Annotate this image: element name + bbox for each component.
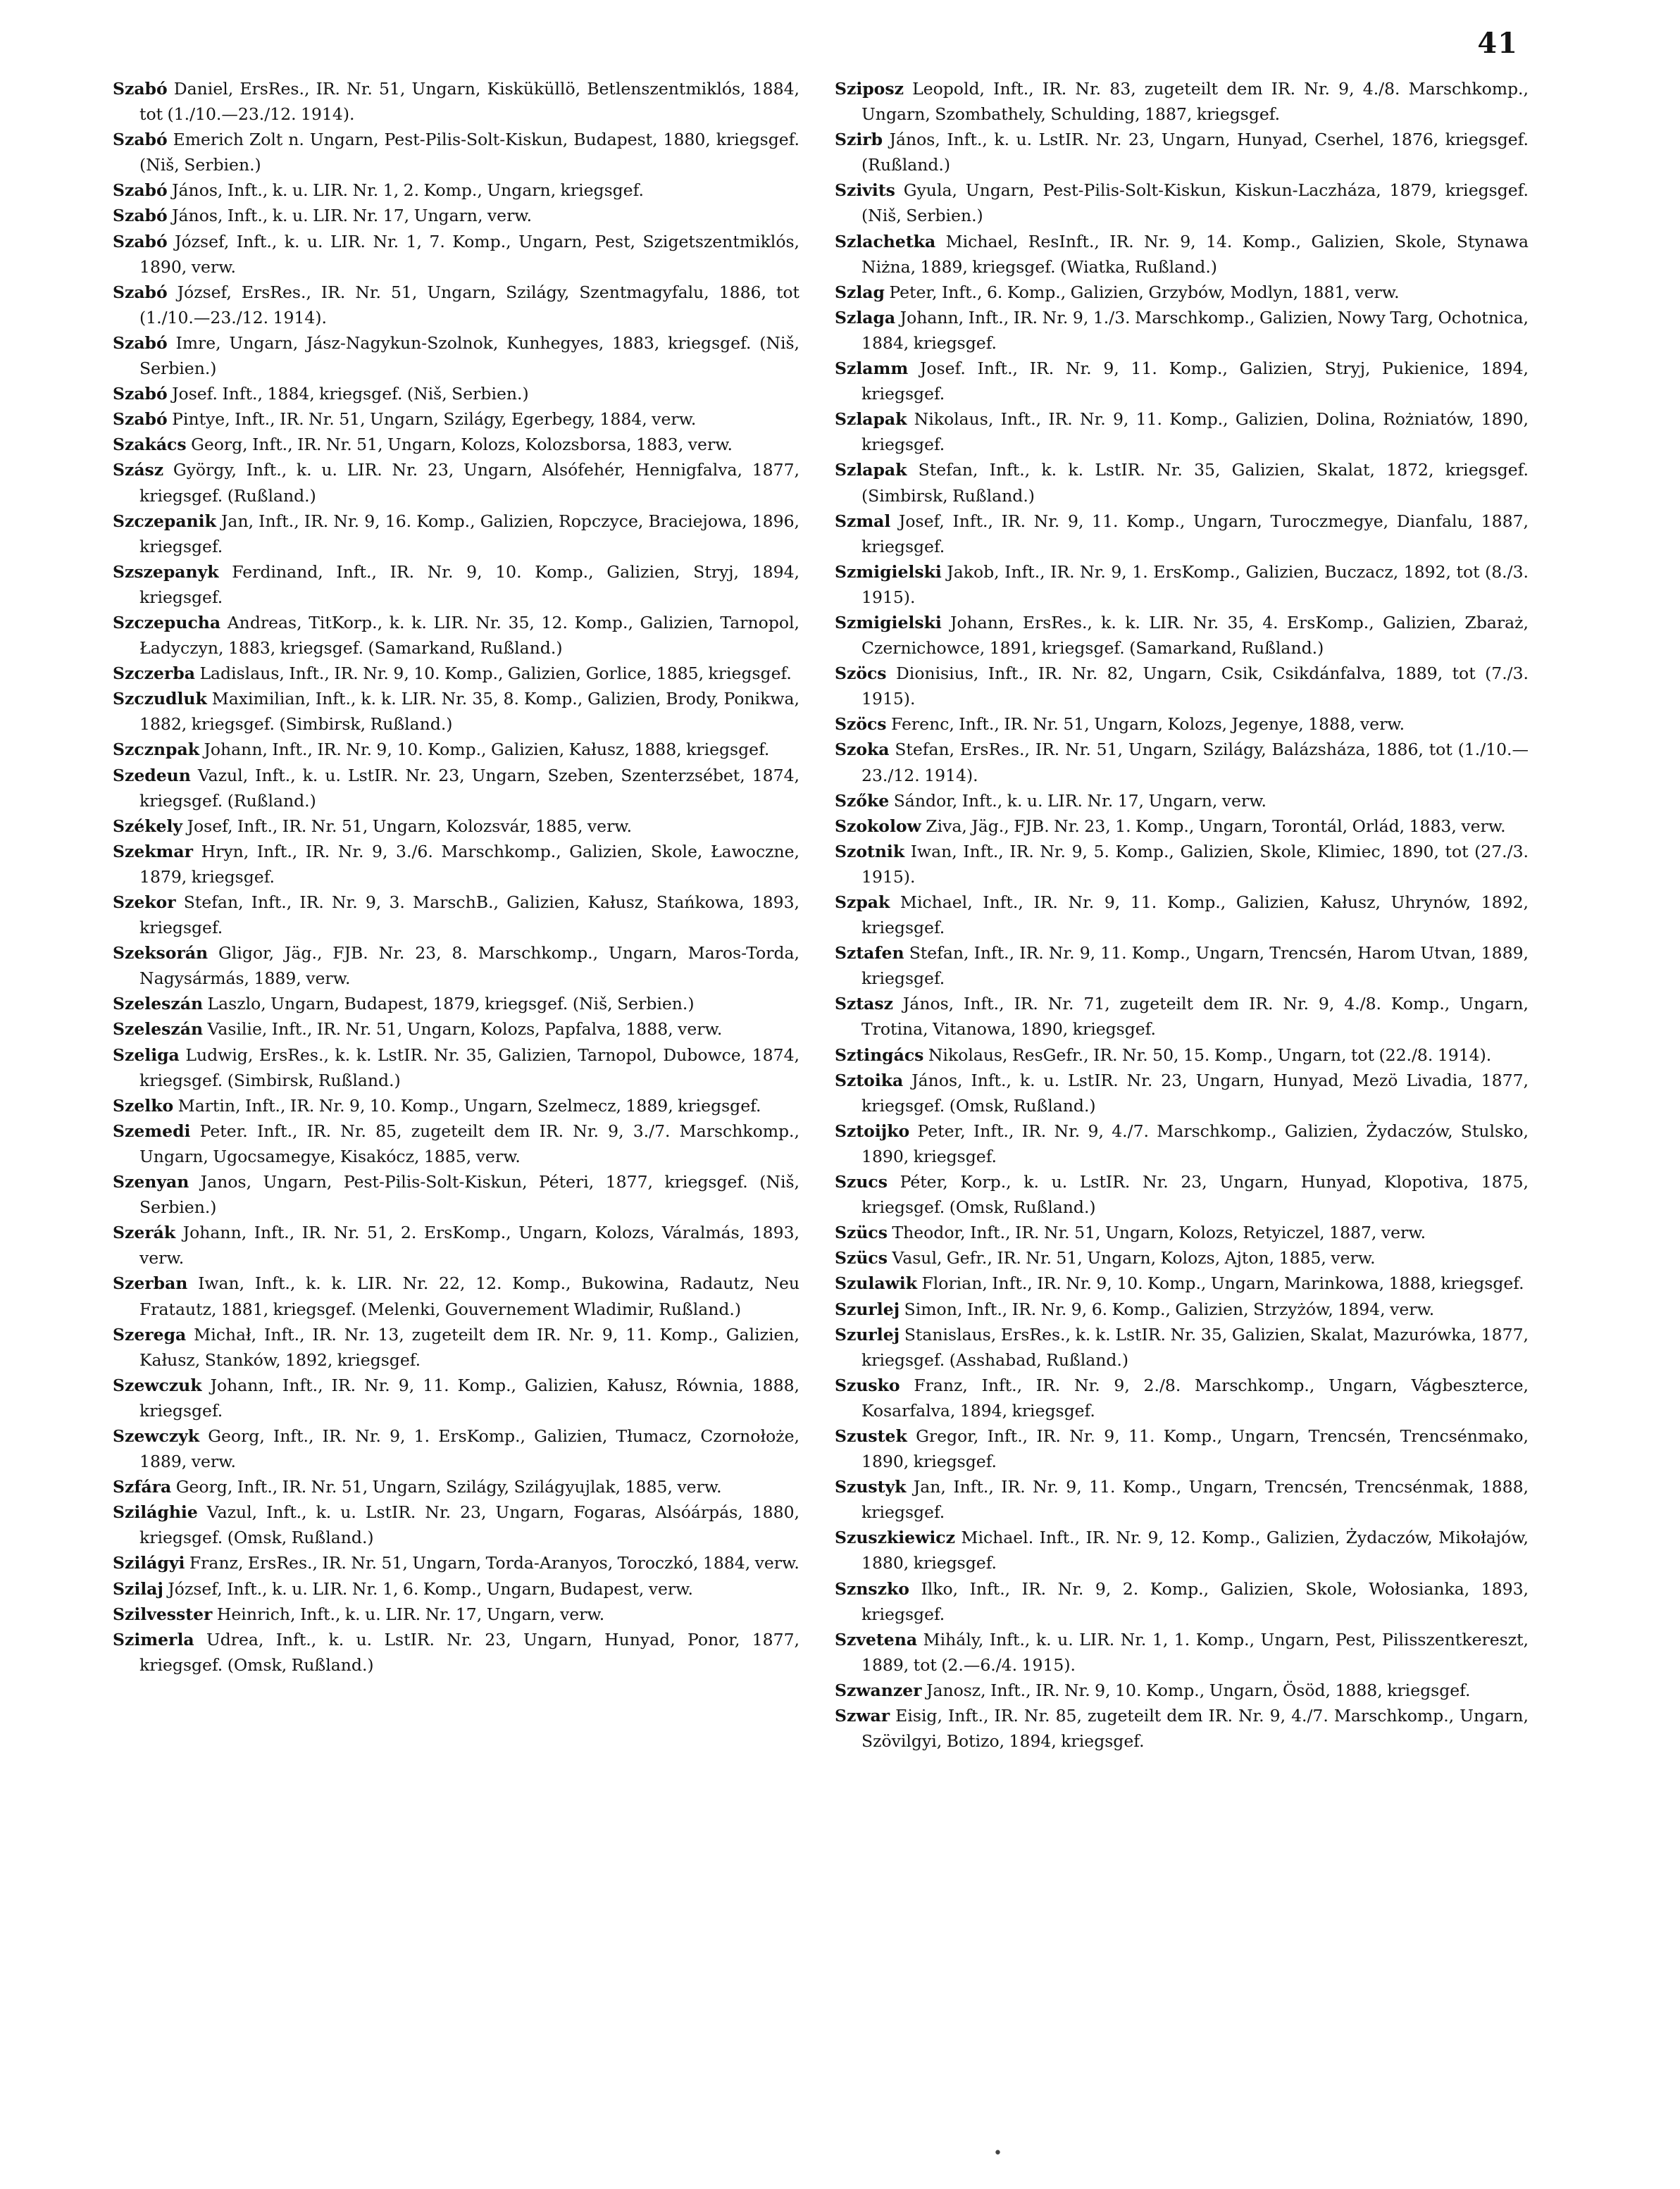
entry-surname: Sznszko	[835, 1578, 909, 1599]
list-entry	[113, 610, 799, 661]
page-number: 41	[1477, 27, 1518, 60]
entry-details: Jakob, Inft., IR. Nr. 9, 1. ErsKomp., Galizien, Buczacz, 1892, tot (8./3. 1915).	[861, 561, 1529, 607]
entry-details: Peter, Inft., IR. Nr. 9, 4./7. Marschkomp., Galizien, Żydaczów, Stulsko, 1890, kriegsgef.	[861, 1121, 1529, 1166]
list-entry	[835, 1220, 1529, 1245]
entry-surname: Szekmar	[113, 841, 194, 861]
entry-surname: Székely	[113, 816, 183, 836]
entry-surname: Sziposz	[835, 79, 904, 99]
footer-mark: •	[993, 2145, 1002, 2162]
entry-details: János, Inft., k. u. LstIR. Nr. 23, Ungarn, Hunyad, Mezö Livadia, 1877, kriegsgef. (Omsk, Rußland.)	[861, 1070, 1529, 1116]
entry-surname: Szücs	[835, 1223, 888, 1243]
entry-details: Stefan, Inft., IR. Nr. 9, 11. Komp., Ungarn, Trencsén, Harom Utvan, 1889, kriegsgef.	[861, 943, 1529, 989]
entry-surname: Szimerla	[113, 1629, 194, 1649]
entry-surname: Szöcs	[835, 663, 887, 684]
list-entry	[113, 127, 799, 177]
entry-surname: Szilaj	[113, 1578, 163, 1599]
entry-details: Michael, ResInft., IR. Nr. 9, 14. Komp., Galizien, Skole, Stynawa Niżna, 1889, kriegsgef. (Wiatka, Rußland.)	[861, 231, 1529, 277]
list-entry	[835, 1169, 1529, 1220]
list-entry	[113, 1602, 799, 1627]
entry-surname: Sztingács	[835, 1044, 924, 1065]
list-entry	[835, 1703, 1529, 1754]
list-entry	[835, 1042, 1529, 1068]
entry-surname: Szotnik	[835, 841, 905, 861]
entry-details: Ludwig, ErsRes., k. k. LstIR. Nr. 35, Galizien, Tarnopol, Dubowce, 1874, kriegsgef. (Simbirsk, Rußland.)	[139, 1044, 799, 1090]
entry-surname: Sztafen	[835, 943, 904, 963]
entry-details: Stefan, ErsRes., IR. Nr. 51, Ungarn, Szilágy, Balázsháza, 1886, tot (1./10.—23./12. 1914).	[861, 740, 1529, 785]
entry-details: Ferenc, Inft., IR. Nr. 51, Ungarn, Kolozs, Jegenye, 1888, verw.	[886, 714, 1405, 735]
entry-details: János, Inft., k. u. LIR. Nr. 1, 2. Komp., Ungarn, kriegsgef.	[167, 180, 644, 201]
entry-details: Pintye, Inft., IR. Nr. 51, Ungarn, Szilágy, Egerbegy, 1884, verw.	[167, 409, 697, 430]
entry-details: Stefan, Inft., IR. Nr. 9, 3. MarschB., Galizien, Kałusz, Stańkowa, 1893, kriegsgef.	[139, 892, 799, 938]
entry-details: Georg, Inft., IR. Nr. 51, Ungarn, Kolozs, Kolozsborsa, 1883, verw.	[186, 435, 733, 455]
entry-details: Stefan, Inft., k. k. LstIR. Nr. 35, Galizien, Skalat, 1872, kriegsgef. (Simbirsk, Rußland.)	[861, 460, 1529, 506]
entry-details: Josef. Inft., IR. Nr. 9, 11. Komp., Galizien, Stryj, Pukienice, 1894, kriegsgef.	[861, 358, 1529, 404]
list-entry	[835, 661, 1529, 711]
entry-details: Vasul, Gefr., IR. Nr. 51, Ungarn, Kolozs, Ajton, 1885, verw.	[887, 1248, 1376, 1268]
entry-surname: Szulawik	[835, 1273, 917, 1294]
list-entry	[835, 940, 1529, 991]
entry-surname: Szlapak	[835, 409, 907, 430]
entry-details: Nikolaus, ResGefr., IR. Nr. 50, 15. Komp., Ungarn, tot (22./8. 1914).	[923, 1044, 1492, 1065]
list-entry	[113, 1016, 799, 1042]
entry-details: Jan, Inft., IR. Nr. 9, 16. Komp., Galizien, Ropczyce, Braciejowa, 1896, kriegsgef.	[139, 511, 799, 556]
entry-details: Josef, Inft., IR. Nr. 9, 11. Komp., Ungarn, Turoczmegye, Dianfalu, 1887, kriegsgef.	[861, 511, 1529, 556]
list-entry	[113, 1373, 799, 1423]
entry-details: Johann, Inft., IR. Nr. 51, 2. ErsKomp., Ungarn, Kolozs, Váralmás, 1893, verw.	[139, 1223, 799, 1268]
list-entry	[835, 711, 1529, 737]
entry-surname: Szczerba	[113, 663, 195, 684]
list-entry	[835, 991, 1529, 1042]
entry-details: Andreas, TitKorp., k. k. LIR. Nr. 35, 12. Komp., Galizien, Tarnopol, Ładyczyn, 1883, kriegsgef. (Samarkand, Rußland.)	[139, 612, 799, 659]
entry-details: Laszlo, Ungarn, Budapest, 1879, kriegsgef. (Niš, Serbien.)	[203, 994, 695, 1014]
list-entry	[113, 1118, 799, 1169]
list-entry	[835, 509, 1529, 559]
entry-surname: Szurlej	[835, 1324, 900, 1345]
list-entry	[113, 177, 799, 203]
list-entry	[835, 1525, 1529, 1576]
entry-details: Udrea, Inft., k. u. LstIR. Nr. 23, Ungarn, Hunyad, Ponor, 1877, kriegsgef. (Omsk, Rußland.)	[139, 1629, 799, 1675]
entry-surname: Szöcs	[835, 714, 887, 735]
entry-details: Ilko, Inft., IR. Nr. 9, 2. Komp., Galizien, Skole, Wołosianka, 1893, kriegsgef.	[861, 1578, 1529, 1624]
list-entry	[835, 1068, 1529, 1118]
entry-details: János, Inft., k. u. LIR. Nr. 17, Ungarn, verw.	[167, 206, 533, 226]
entry-surname: Szlag	[835, 282, 885, 302]
list-entry	[835, 76, 1529, 127]
list-entry	[113, 890, 799, 940]
list-entry	[113, 991, 799, 1016]
entry-details: Stanislaus, ErsRes., k. k. LstIR. Nr. 35, Galizien, Skalat, Mazurówka, 1877, kriegsgef. (Asshabad, Rußland.)	[861, 1324, 1529, 1370]
entry-details: Janosz, Inft., IR. Nr. 9, 10. Komp., Ungarn, Ösöd, 1888, kriegsgef.	[921, 1680, 1471, 1700]
list-entry	[113, 686, 799, 737]
entry-surname: Szabó	[113, 79, 168, 99]
entry-surname: Szabó	[113, 409, 168, 430]
entry-details: Ferdinand, Inft., IR. Nr. 9, 10. Komp., Galizien, Stryj, 1894, kriegsgef.	[139, 561, 799, 607]
entry-surname: Szczepucha	[113, 612, 221, 632]
entry-details: Vazul, Inft., k. u. LstIR. Nr. 23, Ungarn, Szeben, Szenterzsébet, 1874, kriegsgef. (Rußland.)	[139, 765, 799, 811]
entry-details: Franz, Inft., IR. Nr. 9, 2./8. Marschkomp., Ungarn, Vágbeszterce, Kosarfalva, 1894, kriegsgef.	[861, 1375, 1529, 1421]
entry-surname: Szlaga	[835, 307, 896, 328]
list-entry	[113, 1271, 799, 1321]
list-entry	[835, 1474, 1529, 1525]
list-entry	[113, 509, 799, 559]
list-entry	[835, 1297, 1529, 1322]
entry-details: Sándor, Inft., k. u. LIR. Nr. 17, Ungarn, verw.	[889, 790, 1267, 811]
list-entry	[113, 1322, 799, 1373]
list-entry	[113, 76, 799, 127]
list-entry	[113, 1550, 799, 1576]
entry-details: József, ErsRes., IR. Nr. 51, Ungarn, Szilágy, Szentmagyfalu, 1886, tot (1./10.—23./12. 1914).	[139, 282, 799, 328]
entry-surname: Szvetena	[835, 1629, 918, 1649]
list-entry	[113, 406, 799, 432]
entry-details: Gligor, Jäg., FJB. Nr. 23, 8. Marschkomp., Ungarn, Maros-Torda, Nagysármás, 1889, verw.	[139, 943, 799, 989]
list-entry	[113, 1423, 799, 1474]
entry-details: Michał, Inft., IR. Nr. 13, zugeteilt dem IR. Nr. 9, 11. Komp., Galizien, Kałusz, Stanków, 1892, kriegsgef.	[139, 1324, 799, 1370]
list-entry	[835, 356, 1529, 406]
entry-surname: Szabó	[113, 231, 168, 251]
entry-surname: Szerák	[113, 1223, 176, 1243]
entry-surname: Szuszkiewicz	[835, 1528, 955, 1548]
entry-surname: Szlapak	[835, 460, 907, 480]
entry-surname: Szewczuk	[113, 1375, 202, 1395]
entry-details: Johann, Inft., IR. Nr. 9, 11. Komp., Galizien, Kałusz, Równia, 1888, kriegsgef.	[139, 1375, 799, 1421]
entry-surname: Szabó	[113, 130, 168, 150]
entry-surname: Szmal	[835, 511, 891, 531]
list-entry	[113, 229, 799, 280]
list-entry	[835, 1118, 1529, 1169]
entry-surname: Szpak	[835, 892, 890, 912]
entry-details: Martin, Inft., IR. Nr. 9, 10. Komp., Ungarn, Szelmecz, 1889, kriegsgef.	[173, 1095, 761, 1116]
list-entry	[835, 1678, 1529, 1703]
list-entry	[835, 1627, 1529, 1678]
entry-details: Gyula, Ungarn, Pest-Pilis-Solt-Kiskun, Kiskun-Laczháza, 1879, kriegsgef. (Niš, Serbien.)	[861, 180, 1529, 226]
entry-details: Georg, Inft., IR. Nr. 51, Ungarn, Szilágy, Szilágyujlak, 1885, verw.	[171, 1477, 722, 1497]
list-entry	[113, 1474, 799, 1499]
list-entry	[835, 1576, 1529, 1627]
list-entry	[835, 1322, 1529, 1373]
entry-surname: Szszepanyk	[113, 561, 219, 582]
entry-surname: Sztoika	[835, 1070, 904, 1090]
entry-surname: Szmigielski	[835, 612, 942, 632]
list-entry	[835, 127, 1529, 177]
entry-details: Michael. Inft., IR. Nr. 9, 12. Komp., Galizien, Żydaczów, Mikołajów, 1880, kriegsgef.	[861, 1528, 1529, 1573]
entry-details: Peter. Inft., IR. Nr. 85, zugeteilt dem IR. Nr. 9, 3./7. Marschkomp., Ungarn, Ugocsamegye, Kisakócz, 1885, verw.	[139, 1121, 799, 1166]
list-entry	[835, 839, 1529, 890]
entry-details: Johann, ErsRes., k. k. LIR. Nr. 35, 4. ErsKomp., Galizien, Zbaraż, Czernichowce, 1891, kriegsgef. (Samarkand, Rußland.)	[861, 612, 1529, 659]
entry-details: Péter, Korp., k. u. LstIR. Nr. 23, Ungarn, Hunyad, Klopotiva, 1875, kriegsgef. (Omsk, Rußland.)	[861, 1172, 1529, 1218]
entry-surname: Szeleszán	[113, 994, 204, 1014]
entry-details: Maximilian, Inft., k. k. LIR. Nr. 35, 8. Komp., Galizien, Brody, Ponikwa, 1882, kriegsgef. (Simbirsk, Rußland.)	[139, 689, 799, 735]
list-entry	[113, 940, 799, 991]
list-entry	[835, 457, 1529, 508]
entry-details: János, Inft., k. u. LstIR. Nr. 23, Ungarn, Hunyad, Cserhel, 1876, kriegsgef. (Rußland.)	[861, 130, 1529, 175]
list-entry	[113, 1576, 799, 1602]
entry-surname: Szokolow	[835, 816, 921, 836]
list-entry	[835, 177, 1529, 228]
list-entry	[113, 381, 799, 406]
entry-surname: Szelko	[113, 1095, 174, 1116]
entry-surname: Szczepanik	[113, 511, 216, 531]
entry-details: Johann, Inft., IR. Nr. 9, 10. Komp., Galizien, Kałusz, 1888, kriegsgef.	[199, 740, 770, 760]
entry-surname: Szusko	[835, 1375, 900, 1395]
list-entry	[835, 890, 1529, 940]
list-entry	[835, 229, 1529, 280]
entry-surname: Szwar	[835, 1706, 890, 1726]
entry-details: Mihály, Inft., k. u. LIR. Nr. 1, 1. Komp., Ungarn, Pest, Pilisszentkereszt, 1889, tot (2.—6./4. 1915).	[861, 1629, 1529, 1675]
list-entry	[113, 1093, 799, 1118]
entry-details: Gregor, Inft., IR. Nr. 9, 11. Komp., Ungarn, Trencsén, Trencsénmako, 1890, kriegsgef.	[861, 1426, 1529, 1472]
entry-surname: Szemedi	[113, 1121, 191, 1141]
entry-details: Vazul, Inft., k. u. LstIR. Nr. 23, Ungarn, Fogaras, Alsóárpás, 1880, kriegsgef. (Omsk, Rußland.)	[139, 1502, 799, 1548]
entry-surname: Szász	[113, 460, 164, 480]
entry-details: Ziva, Jäg., FJB. Nr. 23, 1. Komp., Ungarn, Torontál, Orlád, 1883, verw.	[921, 816, 1506, 836]
entry-surname: Sztasz	[835, 994, 893, 1014]
entry-surname: Szilághie	[113, 1502, 198, 1523]
list-entry	[113, 1499, 799, 1550]
entry-surname: Szewczyk	[113, 1426, 200, 1446]
entry-surname: Szerban	[113, 1273, 188, 1294]
entry-surname: Szfára	[113, 1477, 172, 1497]
left-column	[113, 76, 799, 1678]
entry-surname: Szedeun	[113, 765, 191, 785]
list-entry	[835, 1373, 1529, 1423]
entry-details: Janos, Ungarn, Pest-Pilis-Solt-Kiskun, Péteri, 1877, kriegsgef. (Niš, Serbien.)	[139, 1172, 799, 1218]
entry-details: Theodor, Inft., IR. Nr. 51, Ungarn, Kolozs, Retyiczel, 1887, verw.	[887, 1223, 1426, 1243]
list-entry	[835, 305, 1529, 356]
entry-surname: Szenyan	[113, 1172, 189, 1192]
entry-details: Josef, Inft., IR. Nr. 51, Ungarn, Kolozsvár, 1885, verw.	[182, 816, 633, 836]
list-entry	[835, 1423, 1529, 1474]
entry-details: Jan, Inft., IR. Nr. 9, 11. Komp., Ungarn, Trencsén, Trencsénmak, 1888, kriegsgef.	[861, 1477, 1529, 1523]
list-entry	[835, 788, 1529, 813]
entry-details: Hryn, Inft., IR. Nr. 9, 3./6. Marschkomp., Galizien, Skole, Ławoczne, 1879, kriegsgef.	[139, 841, 799, 887]
entry-details: Eisig, Inft., IR. Nr. 85, zugeteilt dem IR. Nr. 9, 4./7. Marschkomp., Ungarn, Szövilgyi, Botizo, 1894, kriegsgef.	[861, 1706, 1529, 1752]
list-entry	[835, 280, 1529, 305]
entry-surname: Szeliga	[113, 1044, 180, 1065]
entry-surname: Szilágyi	[113, 1553, 185, 1573]
list-entry	[113, 1220, 799, 1271]
list-entry	[113, 813, 799, 839]
list-entry	[113, 280, 799, 330]
entry-surname: Szlamm	[835, 358, 909, 379]
entry-surname: Szczudluk	[113, 689, 207, 709]
entry-details: Simon, Inft., IR. Nr. 9, 6. Komp., Galizien, Strzyżów, 1894, verw.	[900, 1299, 1435, 1319]
entry-surname: Szilvesster	[113, 1604, 213, 1624]
entry-details: Florian, Inft., IR. Nr. 9, 10. Komp., Ungarn, Marinkowa, 1888, kriegsgef.	[917, 1273, 1524, 1294]
entry-surname: Szirb	[835, 130, 883, 150]
entry-details: Iwan, Inft., IR. Nr. 9, 5. Komp., Galizien, Skole, Klimiec, 1890, tot (27./3. 1915).	[861, 841, 1529, 887]
entry-surname: Szlachetka	[835, 231, 936, 251]
entry-details: Dionisius, Inft., IR. Nr. 82, Ungarn, Csik, Csikdánfalva, 1889, tot (7./3. 1915).	[861, 663, 1529, 709]
entry-details: Michael, Inft., IR. Nr. 9, 11. Komp., Galizien, Kałusz, Uhrynów, 1892, kriegsgef.	[861, 892, 1529, 938]
entry-details: Leopold, Inft., IR. Nr. 83, zugeteilt dem IR. Nr. 9, 4./8. Marschkomp., Ungarn, Szombathely, Schulding, 1887, kriegsgef.	[861, 79, 1529, 125]
entry-surname: Szcznpak	[113, 740, 199, 760]
list-entry	[113, 203, 799, 228]
entry-surname: Szwanzer	[835, 1680, 922, 1700]
entry-details: Peter, Inft., 6. Komp., Galizien, Grzybów, Modlyn, 1881, verw.	[884, 282, 1400, 302]
entry-details: György, Inft., k. u. LIR. Nr. 23, Ungarn, Alsófehér, Hennigfalva, 1877, kriegsgef. (Rußland.)	[139, 460, 799, 506]
list-entry	[113, 1169, 799, 1220]
entry-surname: Szőke	[835, 790, 890, 811]
entry-details: Vasilie, Inft., IR. Nr. 51, Ungarn, Kolozs, Papfalva, 1888, verw.	[203, 1019, 723, 1040]
list-entry	[113, 1627, 799, 1678]
entry-details: Georg, Inft., IR. Nr. 9, 1. ErsKomp., Galizien, Tłumacz, Czornołoże, 1889, verw.	[139, 1426, 799, 1472]
list-entry	[835, 1271, 1529, 1296]
list-entry	[113, 839, 799, 890]
list-entry	[113, 330, 799, 381]
entry-surname: Szücs	[835, 1248, 888, 1268]
entry-details: János, Inft., IR. Nr. 71, zugeteilt dem IR. Nr. 9, 4./8. Komp., Ungarn, Trotina, Vitanowa, 1890, kriegsgef.	[861, 994, 1529, 1040]
entry-surname: Szabó	[113, 332, 168, 353]
list-entry	[113, 457, 799, 508]
entry-surname: Szeleszán	[113, 1019, 204, 1040]
entry-details: Nikolaus, Inft., IR. Nr. 9, 11. Komp., Galizien, Dolina, Rożniatów, 1890, kriegsgef.	[861, 409, 1529, 455]
entry-surname: Szabó	[113, 180, 168, 201]
entry-details: Imre, Ungarn, Jász-Nagykun-Szolnok, Kunhegyes, 1883, kriegsgef. (Niš, Serbien.)	[139, 332, 799, 379]
entry-surname: Szekor	[113, 892, 176, 912]
entry-surname: Szabó	[113, 384, 168, 404]
entry-surname: Szmigielski	[835, 561, 942, 582]
entry-surname: Szustyk	[835, 1477, 907, 1497]
entry-surname: Szabó	[113, 206, 168, 226]
entry-surname: Szivits	[835, 180, 895, 201]
list-entry	[113, 763, 799, 813]
entry-details: Ladislaus, Inft., IR. Nr. 9, 10. Komp., Galizien, Gorlice, 1885, kriegsgef.	[194, 663, 792, 684]
list-entry	[113, 432, 799, 457]
entry-details: Josef. Inft., 1884, kriegsgef. (Niš, Serbien.)	[167, 384, 529, 404]
entry-surname: Szurlej	[835, 1299, 900, 1319]
entry-surname: Szeksorán	[113, 943, 209, 963]
entry-surname: Szerega	[113, 1324, 187, 1345]
entry-surname: Szustek	[835, 1426, 907, 1446]
entry-details: József, Inft., k. u. LIR. Nr. 1, 6. Komp., Ungarn, Budapest, verw.	[163, 1578, 693, 1599]
entry-details: József, Inft., k. u. LIR. Nr. 1, 7. Komp., Ungarn, Pest, Szigetszentmiklós, 1890, verw.	[139, 231, 799, 277]
entry-details: Iwan, Inft., k. k. LIR. Nr. 22, 12. Komp., Bukowina, Radautz, Neu Fratautz, 1881, kriegsgef. (Melenki, Gouvernement Wladimir, Rußland.)	[139, 1273, 799, 1319]
list-entry	[835, 559, 1529, 610]
list-entry	[835, 737, 1529, 787]
list-entry	[113, 1042, 799, 1093]
list-entry	[113, 661, 799, 686]
entry-surname: Szoka	[835, 740, 890, 760]
list-entry	[835, 813, 1529, 839]
list-entry	[835, 1245, 1529, 1271]
list-entry	[113, 559, 799, 610]
entry-details: Johann, Inft., IR. Nr. 9, 1./3. Marschkomp., Galizien, Nowy Targ, Ochotnica, 1884, kriegsgef.	[861, 307, 1529, 353]
list-entry	[835, 406, 1529, 457]
entry-details: Heinrich, Inft., k. u. LIR. Nr. 17, Ungarn, verw.	[212, 1604, 605, 1624]
entry-surname: Szakács	[113, 435, 187, 455]
list-entry	[835, 610, 1529, 661]
right-column	[835, 76, 1529, 1754]
entry-details: Emerich Zolt n. Ungarn, Pest-Pilis-Solt-Kiskun, Budapest, 1880, kriegsgef. (Niš, Serbien.)	[139, 130, 799, 175]
entry-surname: Szabó	[113, 282, 168, 302]
entry-details: Daniel, ErsRes., IR. Nr. 51, Ungarn, Kisküküllö, Betlenszentmiklós, 1884, tot (1./10.—23./12. 1914).	[139, 79, 799, 125]
list-entry	[113, 737, 799, 762]
entry-surname: Szucs	[835, 1172, 888, 1192]
entry-details: Franz, ErsRes., IR. Nr. 51, Ungarn, Torda-Aranyos, Toroczkó, 1884, verw.	[185, 1553, 799, 1573]
entry-surname: Sztoijko	[835, 1121, 910, 1141]
